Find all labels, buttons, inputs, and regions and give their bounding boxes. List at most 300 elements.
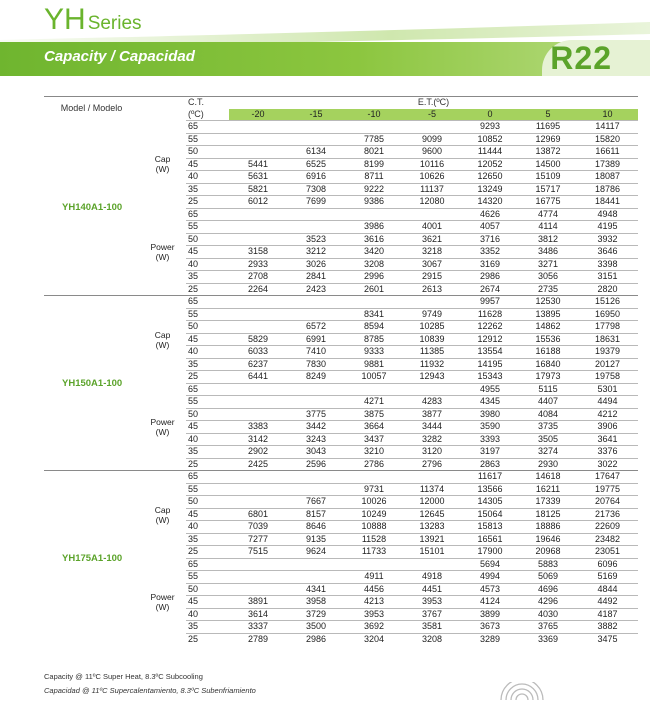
- data-cell: 3208: [403, 633, 461, 645]
- data-cell: 8021: [345, 146, 403, 159]
- data-cell: 3243: [287, 433, 345, 446]
- data-cell: [345, 208, 403, 221]
- data-cell: 14862: [519, 321, 577, 334]
- data-cell: 3204: [345, 633, 403, 645]
- data-cell: 3953: [403, 596, 461, 609]
- data-cell: 3581: [403, 621, 461, 634]
- data-cell: [229, 221, 287, 234]
- data-cell: [229, 396, 287, 409]
- cap-label: Cap (W): [139, 471, 186, 559]
- data-cell: 3383: [229, 421, 287, 434]
- data-cell: 15101: [403, 546, 461, 559]
- data-cell: [229, 571, 287, 584]
- data-cell: 15717: [519, 183, 577, 196]
- data-cell: [287, 558, 345, 571]
- data-cell: 11137: [403, 183, 461, 196]
- ct-value: 25: [186, 546, 229, 559]
- ct-value: 55: [186, 221, 229, 234]
- data-cell: 10852: [461, 133, 519, 146]
- data-cell: 3735: [519, 421, 577, 434]
- data-cell: [229, 583, 287, 596]
- data-cell: 19758: [577, 371, 638, 384]
- et-value: 0: [461, 109, 519, 121]
- data-cell: 3120: [403, 446, 461, 459]
- data-cell: 11385: [403, 346, 461, 359]
- data-cell: 3986: [345, 221, 403, 234]
- table-row: [44, 121, 638, 134]
- data-cell: 8785: [345, 333, 403, 346]
- data-cell: 4844: [577, 583, 638, 596]
- et-value: -5: [403, 109, 461, 121]
- data-cell: 3875: [345, 408, 403, 421]
- data-cell: 10057: [345, 371, 403, 384]
- data-cell: 5829: [229, 333, 287, 346]
- data-cell: 18886: [519, 521, 577, 534]
- ct-value: 65: [186, 296, 229, 309]
- data-cell: 6801: [229, 508, 287, 521]
- data-cell: [403, 121, 461, 134]
- data-cell: 9386: [345, 196, 403, 209]
- data-cell: 4341: [287, 583, 345, 596]
- ct-value: 65: [186, 383, 229, 396]
- data-cell: 3692: [345, 621, 403, 634]
- ct-value: 55: [186, 571, 229, 584]
- data-cell: 3026: [287, 258, 345, 271]
- data-cell: 4030: [519, 608, 577, 621]
- data-cell: 5631: [229, 171, 287, 184]
- data-cell: 3932: [577, 233, 638, 246]
- data-cell: 12943: [403, 371, 461, 384]
- model-name: YH175A1-100: [44, 471, 139, 646]
- data-cell: [287, 221, 345, 234]
- data-cell: 11932: [403, 358, 461, 371]
- model-name: YH140A1-100: [62, 202, 123, 214]
- data-cell: 3980: [461, 408, 519, 421]
- data-cell: 6096: [577, 558, 638, 571]
- ct-value: 45: [186, 421, 229, 434]
- data-cell: [287, 571, 345, 584]
- data-cell: 3398: [577, 258, 638, 271]
- ct-value: 40: [186, 346, 229, 359]
- data-cell: 10285: [403, 321, 461, 334]
- model-header: Model / Modelo: [60, 103, 123, 114]
- power-label: Power (W): [150, 591, 175, 612]
- data-cell: 17339: [519, 496, 577, 509]
- data-cell: [229, 496, 287, 509]
- ct-value: 35: [186, 446, 229, 459]
- ct-value: 50: [186, 408, 229, 421]
- footnote-en: Capacity @ 11ºC Super Heat, 8.3ºC Subcooling: [44, 672, 203, 681]
- data-cell: 2708: [229, 271, 287, 284]
- data-cell: 8711: [345, 171, 403, 184]
- et-value: 10: [577, 109, 638, 121]
- data-cell: 2601: [345, 283, 403, 296]
- data-cell: 14117: [577, 121, 638, 134]
- data-cell: 3775: [287, 408, 345, 421]
- data-cell: 13554: [461, 346, 519, 359]
- data-cell: 3369: [519, 633, 577, 645]
- data-cell: 17647: [577, 471, 638, 484]
- data-cell: 3475: [577, 633, 638, 645]
- page-subtitle: Capacity / Capacidad: [44, 48, 195, 65]
- data-cell: 2902: [229, 446, 287, 459]
- data-cell: 3142: [229, 433, 287, 446]
- data-cell: 16211: [519, 483, 577, 496]
- data-cell: 3352: [461, 246, 519, 259]
- data-cell: 16775: [519, 196, 577, 209]
- data-cell: 9731: [345, 483, 403, 496]
- data-cell: [345, 121, 403, 134]
- refrigerant-label: R22: [550, 40, 612, 76]
- ct-value: 45: [186, 158, 229, 171]
- data-cell: 7277: [229, 533, 287, 546]
- data-cell: 15109: [519, 171, 577, 184]
- data-cell: 9957: [461, 296, 519, 309]
- data-cell: 11528: [345, 533, 403, 546]
- data-cell: 7515: [229, 546, 287, 559]
- data-cell: 17798: [577, 321, 638, 334]
- data-cell: [287, 121, 345, 134]
- data-cell: 20764: [577, 496, 638, 509]
- data-cell: 9600: [403, 146, 461, 159]
- ct-value: 55: [186, 483, 229, 496]
- data-cell: 3646: [577, 246, 638, 259]
- data-cell: 2933: [229, 258, 287, 271]
- data-cell: 13872: [519, 146, 577, 159]
- data-cell: [403, 471, 461, 484]
- data-cell: 18087: [577, 171, 638, 184]
- data-cell: 3282: [403, 433, 461, 446]
- data-cell: 4492: [577, 596, 638, 609]
- swirl-logo-icon: [497, 682, 547, 701]
- data-cell: 2996: [345, 271, 403, 284]
- ct-value: 55: [186, 133, 229, 146]
- series-title: YH Series: [44, 3, 142, 36]
- data-cell: 14618: [519, 471, 577, 484]
- data-cell: 18441: [577, 196, 638, 209]
- data-cell: 3673: [461, 621, 519, 634]
- data-cell: 16561: [461, 533, 519, 546]
- data-cell: 3812: [519, 233, 577, 246]
- data-cell: 10116: [403, 158, 461, 171]
- data-cell: 3958: [287, 596, 345, 609]
- et-header: E.T.(ºC): [229, 97, 638, 109]
- ct-value: 45: [186, 333, 229, 346]
- ct-value: 25: [186, 633, 229, 645]
- data-cell: 21736: [577, 508, 638, 521]
- data-cell: 2986: [461, 271, 519, 284]
- data-cell: [287, 383, 345, 396]
- ct-value: 25: [186, 458, 229, 471]
- data-cell: 5883: [519, 558, 577, 571]
- data-cell: [229, 483, 287, 496]
- data-cell: 3505: [519, 433, 577, 446]
- data-cell: 6033: [229, 346, 287, 359]
- data-cell: 10249: [345, 508, 403, 521]
- data-cell: 3716: [461, 233, 519, 246]
- data-cell: 13566: [461, 483, 519, 496]
- data-cell: [229, 133, 287, 146]
- data-cell: 5115: [519, 383, 577, 396]
- data-cell: 20968: [519, 546, 577, 559]
- table-row: [44, 296, 638, 309]
- data-cell: 23482: [577, 533, 638, 546]
- data-cell: 6525: [287, 158, 345, 171]
- data-cell: 18631: [577, 333, 638, 346]
- ct-value: 55: [186, 308, 229, 321]
- data-cell: 10839: [403, 333, 461, 346]
- data-cell: 7308: [287, 183, 345, 196]
- data-cell: [345, 383, 403, 396]
- data-cell: 4187: [577, 608, 638, 621]
- data-cell: 3891: [229, 596, 287, 609]
- data-cell: 9749: [403, 308, 461, 321]
- ct-value: 50: [186, 496, 229, 509]
- data-cell: 3437: [345, 433, 403, 446]
- data-cell: 6237: [229, 358, 287, 371]
- data-cell: [287, 208, 345, 221]
- data-cell: [287, 483, 345, 496]
- data-cell: 4212: [577, 408, 638, 421]
- data-cell: [345, 296, 403, 309]
- data-cell: 16611: [577, 146, 638, 159]
- power-label: Power (W): [150, 241, 175, 262]
- data-cell: 4573: [461, 583, 519, 596]
- ct-value: 35: [186, 271, 229, 284]
- data-cell: 14195: [461, 358, 519, 371]
- et-value: -10: [345, 109, 403, 121]
- ct-value: 35: [186, 621, 229, 634]
- et-value: -15: [287, 109, 345, 121]
- ct-value: 25: [186, 283, 229, 296]
- data-cell: 9881: [345, 358, 403, 371]
- data-cell: 4994: [461, 571, 519, 584]
- data-cell: 6012: [229, 196, 287, 209]
- data-cell: [229, 121, 287, 134]
- ct-value: 25: [186, 196, 229, 209]
- ct-value: 50: [186, 233, 229, 246]
- data-cell: 6572: [287, 321, 345, 334]
- ct-value: 50: [186, 583, 229, 596]
- data-cell: 7410: [287, 346, 345, 359]
- data-cell: [403, 208, 461, 221]
- ct-value: 40: [186, 521, 229, 534]
- ct-value: 65: [186, 208, 229, 221]
- data-cell: 11695: [519, 121, 577, 134]
- data-cell: 8249: [287, 371, 345, 384]
- data-cell: 3906: [577, 421, 638, 434]
- data-cell: 4626: [461, 208, 519, 221]
- data-cell: 19379: [577, 346, 638, 359]
- ct-value: 25: [186, 371, 229, 384]
- data-cell: 13895: [519, 308, 577, 321]
- data-cell: 2863: [461, 458, 519, 471]
- data-cell: [229, 383, 287, 396]
- data-cell: 4271: [345, 396, 403, 409]
- data-cell: 4001: [403, 221, 461, 234]
- data-cell: 3043: [287, 446, 345, 459]
- cap-label: Cap (W): [154, 154, 171, 175]
- data-cell: 8199: [345, 158, 403, 171]
- data-cell: [287, 308, 345, 321]
- ct-value: 50: [186, 321, 229, 334]
- data-cell: 3212: [287, 246, 345, 259]
- data-cell: 17900: [461, 546, 519, 559]
- ct-value: 45: [186, 508, 229, 521]
- data-cell: 3337: [229, 621, 287, 634]
- data-cell: 9222: [345, 183, 403, 196]
- data-cell: 6991: [287, 333, 345, 346]
- data-cell: [229, 321, 287, 334]
- data-cell: 9624: [287, 546, 345, 559]
- data-cell: 4213: [345, 596, 403, 609]
- data-cell: 4124: [461, 596, 519, 609]
- data-cell: 12262: [461, 321, 519, 334]
- data-cell: 3641: [577, 433, 638, 446]
- data-cell: [229, 408, 287, 421]
- data-cell: 2264: [229, 283, 287, 296]
- data-cell: 9333: [345, 346, 403, 359]
- data-cell: 3953: [345, 608, 403, 621]
- data-cell: 2423: [287, 283, 345, 296]
- data-cell: 23051: [577, 546, 638, 559]
- data-cell: 13283: [403, 521, 461, 534]
- data-cell: 2613: [403, 283, 461, 296]
- table-body: [44, 121, 638, 646]
- data-cell: 12052: [461, 158, 519, 171]
- data-cell: 3274: [519, 446, 577, 459]
- ct-value: 40: [186, 171, 229, 184]
- data-cell: 2841: [287, 271, 345, 284]
- data-cell: 5301: [577, 383, 638, 396]
- data-cell: [403, 296, 461, 309]
- data-cell: 3158: [229, 246, 287, 259]
- ct-value: 35: [186, 358, 229, 371]
- data-cell: 2596: [287, 458, 345, 471]
- et-value: -20: [229, 109, 287, 121]
- data-cell: 6916: [287, 171, 345, 184]
- data-cell: 3500: [287, 621, 345, 634]
- data-cell: 12000: [403, 496, 461, 509]
- data-cell: [403, 383, 461, 396]
- data-cell: 3067: [403, 258, 461, 271]
- data-cell: 12080: [403, 196, 461, 209]
- data-cell: 8646: [287, 521, 345, 534]
- data-cell: 14305: [461, 496, 519, 509]
- data-cell: 3767: [403, 608, 461, 621]
- data-cell: 2789: [229, 633, 287, 645]
- data-cell: 4283: [403, 396, 461, 409]
- data-cell: 4407: [519, 396, 577, 409]
- page-header: [0, 0, 650, 78]
- data-cell: 10026: [345, 496, 403, 509]
- data-cell: 4296: [519, 596, 577, 609]
- data-cell: 4948: [577, 208, 638, 221]
- data-cell: 3590: [461, 421, 519, 434]
- data-cell: 13249: [461, 183, 519, 196]
- data-cell: [287, 133, 345, 146]
- data-cell: 10888: [345, 521, 403, 534]
- data-cell: 2796: [403, 458, 461, 471]
- data-cell: 3882: [577, 621, 638, 634]
- data-cell: 8341: [345, 308, 403, 321]
- data-cell: 15343: [461, 371, 519, 384]
- data-cell: 3218: [403, 246, 461, 259]
- ct-value: 40: [186, 608, 229, 621]
- ct-value: 50: [186, 146, 229, 159]
- ct-value: 65: [186, 558, 229, 571]
- data-cell: 15064: [461, 508, 519, 521]
- data-cell: 16950: [577, 308, 638, 321]
- ct-value: 45: [186, 246, 229, 259]
- data-cell: 3420: [345, 246, 403, 259]
- data-cell: 11374: [403, 483, 461, 496]
- data-cell: 3523: [287, 233, 345, 246]
- data-cell: 19646: [519, 533, 577, 546]
- data-cell: 9099: [403, 133, 461, 146]
- ct-value: 40: [186, 433, 229, 446]
- data-cell: 4774: [519, 208, 577, 221]
- power-label: Power (W): [150, 416, 175, 437]
- ct-value: 40: [186, 258, 229, 271]
- data-cell: 2735: [519, 283, 577, 296]
- et-value: 5: [519, 109, 577, 121]
- performance-table: [44, 96, 638, 645]
- data-cell: 3151: [577, 271, 638, 284]
- data-cell: 4955: [461, 383, 519, 396]
- data-cell: 9135: [287, 533, 345, 546]
- data-cell: [345, 558, 403, 571]
- data-cell: 3271: [519, 258, 577, 271]
- ct-header: C.T.: [188, 97, 205, 108]
- data-cell: 15536: [519, 333, 577, 346]
- data-cell: 12650: [461, 171, 519, 184]
- data-cell: 17389: [577, 158, 638, 171]
- data-cell: 3621: [403, 233, 461, 246]
- data-cell: 5441: [229, 158, 287, 171]
- data-cell: 3664: [345, 421, 403, 434]
- data-cell: 4456: [345, 583, 403, 596]
- data-cell: 19775: [577, 483, 638, 496]
- data-cell: 3486: [519, 246, 577, 259]
- ct-value: 45: [186, 596, 229, 609]
- data-cell: 15813: [461, 521, 519, 534]
- data-cell: 14500: [519, 158, 577, 171]
- data-cell: 11628: [461, 308, 519, 321]
- data-cell: 3210: [345, 446, 403, 459]
- ct-value: 65: [186, 121, 229, 134]
- data-cell: 4084: [519, 408, 577, 421]
- data-cell: 10626: [403, 171, 461, 184]
- data-cell: 3765: [519, 621, 577, 634]
- performance-table-wrap: [44, 96, 638, 645]
- data-cell: 3022: [577, 458, 638, 471]
- ct-value: 35: [186, 183, 229, 196]
- data-cell: 17973: [519, 371, 577, 384]
- data-cell: [229, 296, 287, 309]
- data-cell: 3877: [403, 408, 461, 421]
- table-row: [44, 471, 638, 484]
- data-cell: 11444: [461, 146, 519, 159]
- data-cell: 6441: [229, 371, 287, 384]
- data-cell: 5069: [519, 571, 577, 584]
- data-cell: 3169: [461, 258, 519, 271]
- data-cell: 3208: [345, 258, 403, 271]
- data-cell: 3442: [287, 421, 345, 434]
- data-cell: 4696: [519, 583, 577, 596]
- data-cell: [229, 233, 287, 246]
- data-cell: 2786: [345, 458, 403, 471]
